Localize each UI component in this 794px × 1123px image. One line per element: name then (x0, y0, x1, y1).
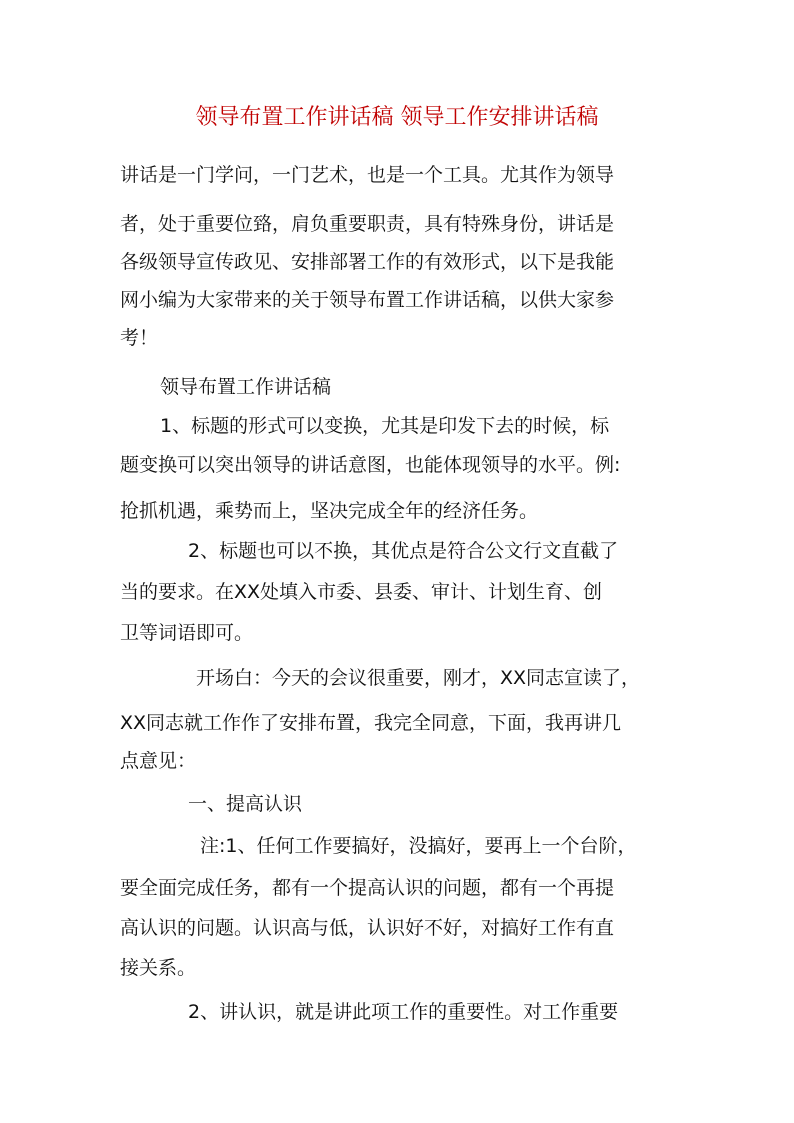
section-heading: 一、提高认识 (188, 793, 303, 815)
paragraph-line: 点意见： (120, 750, 197, 772)
paragraph-line: 1、标题的形式可以变换，尤其是印发下去的时候，标 (160, 415, 610, 437)
paragraph-line: 各级领导宣传政见、安排部署工作的有效形式，以下是我能 (120, 251, 615, 273)
paragraph-line: XX同志就工作作了安排布置，我完全同意，下面，我再讲几 (120, 712, 622, 734)
paragraph-line: 抢抓机遇，乘势而上，坚决完成全年的经济任务。 (120, 500, 539, 522)
paragraph-line: 开场白：今天的会议很重要，刚才，XX同志宣读了， (196, 667, 641, 689)
paragraph-line: 高认识的问题。认识高与低，认识好不好，对搞好工作有直 (120, 917, 615, 939)
section-heading: 领导布置工作讲话稿 (160, 376, 332, 398)
paragraph-line: 题变换可以突出领导的讲话意图，也能体现领导的水平。例: (120, 454, 621, 476)
paragraph-line: 2、标题也可以不换，其优点是符合公文行文直截了 (188, 540, 619, 562)
document-title: 领导布置工作讲话稿 领导工作安排讲话稿 (195, 105, 599, 130)
paragraph-line: 考！ (120, 327, 159, 349)
paragraph-line: 注:1、任何工作要搞好，没搞好，要再上一个台阶， (200, 835, 637, 857)
paragraph-line: 网小编为大家带来的关于领导布置工作讲话稿，以供大家参 (120, 289, 615, 311)
paragraph-line: 卫等词语即可。 (120, 622, 254, 644)
paragraph-line: 接关系。 (120, 957, 197, 979)
paragraph-line: 讲话是一门学问，一门艺术，也是一个工具。尤其作为领导 (120, 164, 615, 186)
paragraph-line: 2、讲认识，就是讲此项工作的重要性。对工作重要 (188, 1001, 619, 1023)
paragraph-line: 要全面完成任务，都有一个提高认识的问题，都有一个再提 (120, 877, 615, 899)
paragraph-line: 当的要求。在XX处填入市委、县委、审计、计划生育、创 (120, 581, 603, 603)
paragraph-line: 者，处于重要位臵，肩负重要职责，具有特殊身份，讲话是 (120, 213, 615, 235)
